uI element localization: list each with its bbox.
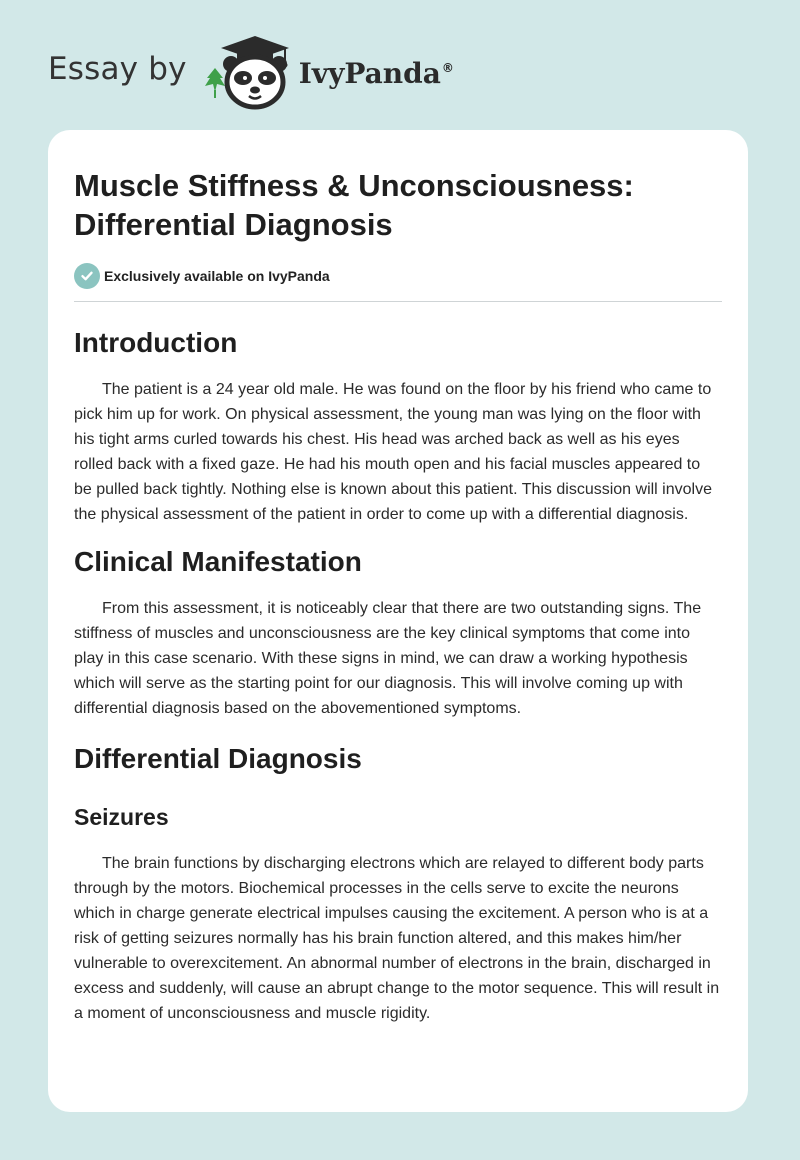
paragraph-clinical-manifestation: From this assessment, it is noticeably clear that there are two outstanding signs. The stiffness of muscles and unconsciousness are the key clinical symptoms that come into play in this case scenario. With these signs in mind, we can draw a working hypothesis which will serve as the starting point for our diagnosis. This will involve coming up with differential diagnosis based on the abovementioned symptoms. xyxy=(74,600,702,717)
section-heading-differential-diagnosis: Differential Diagnosis xyxy=(74,743,362,774)
page-title: Muscle Stiffness & Unconsciousness: Differential Diagnosis xyxy=(74,168,634,242)
section-heading-clinical-manifestation: Clinical Manifestation xyxy=(74,546,362,577)
paragraph-introduction: The patient is a 24 year old male. He was found on the floor by his friend who came to pick him up for work. On physical assessment, the young man was lying on the floor with his tight arms curled towards his chest. His head was arched back as well as his eyes rolled back with a fixed gaze. He had his mouth open and his facial muscles appeared to be pulled back tightly. Nothing else is known about this patient. This discussion will involve the physical assessment of the patient in order to come up with a differential diagnosis. xyxy=(74,381,712,523)
check-circle-icon xyxy=(74,263,100,289)
section-heading-introduction: Introduction xyxy=(74,327,238,358)
brand-header xyxy=(48,34,454,110)
brand-prefix: Essay by xyxy=(48,51,187,87)
exclusive-badge-label: Exclusively available on IvyPanda xyxy=(104,268,330,284)
exclusive-badge xyxy=(74,263,722,289)
ivypanda-logo-icon[interactable] xyxy=(203,34,295,110)
ivy-leaf-icon xyxy=(205,68,225,98)
essay-card xyxy=(48,130,748,1112)
subsection-heading-seizures: Seizures xyxy=(74,804,169,830)
paragraph-seizures: The brain functions by discharging electrons which are relayed to different body parts through by the motors. Biochemical processes in the cells serve to excite the neurons which in charge generate electrical impulses causing the excitement. A person who is at a risk of getting seizures normally has his brain function altered, and this makes him/her vulnerable to overexcitement. An abnormal number of electrons in the brain, discharged in excess and suddenly, will cause an abrupt change to the motor sequence. This will result in a moment of unconsciousness and muscle rigidity. xyxy=(74,855,720,1022)
brand-name: IvyPanda® xyxy=(298,56,454,90)
title-divider xyxy=(74,301,722,302)
